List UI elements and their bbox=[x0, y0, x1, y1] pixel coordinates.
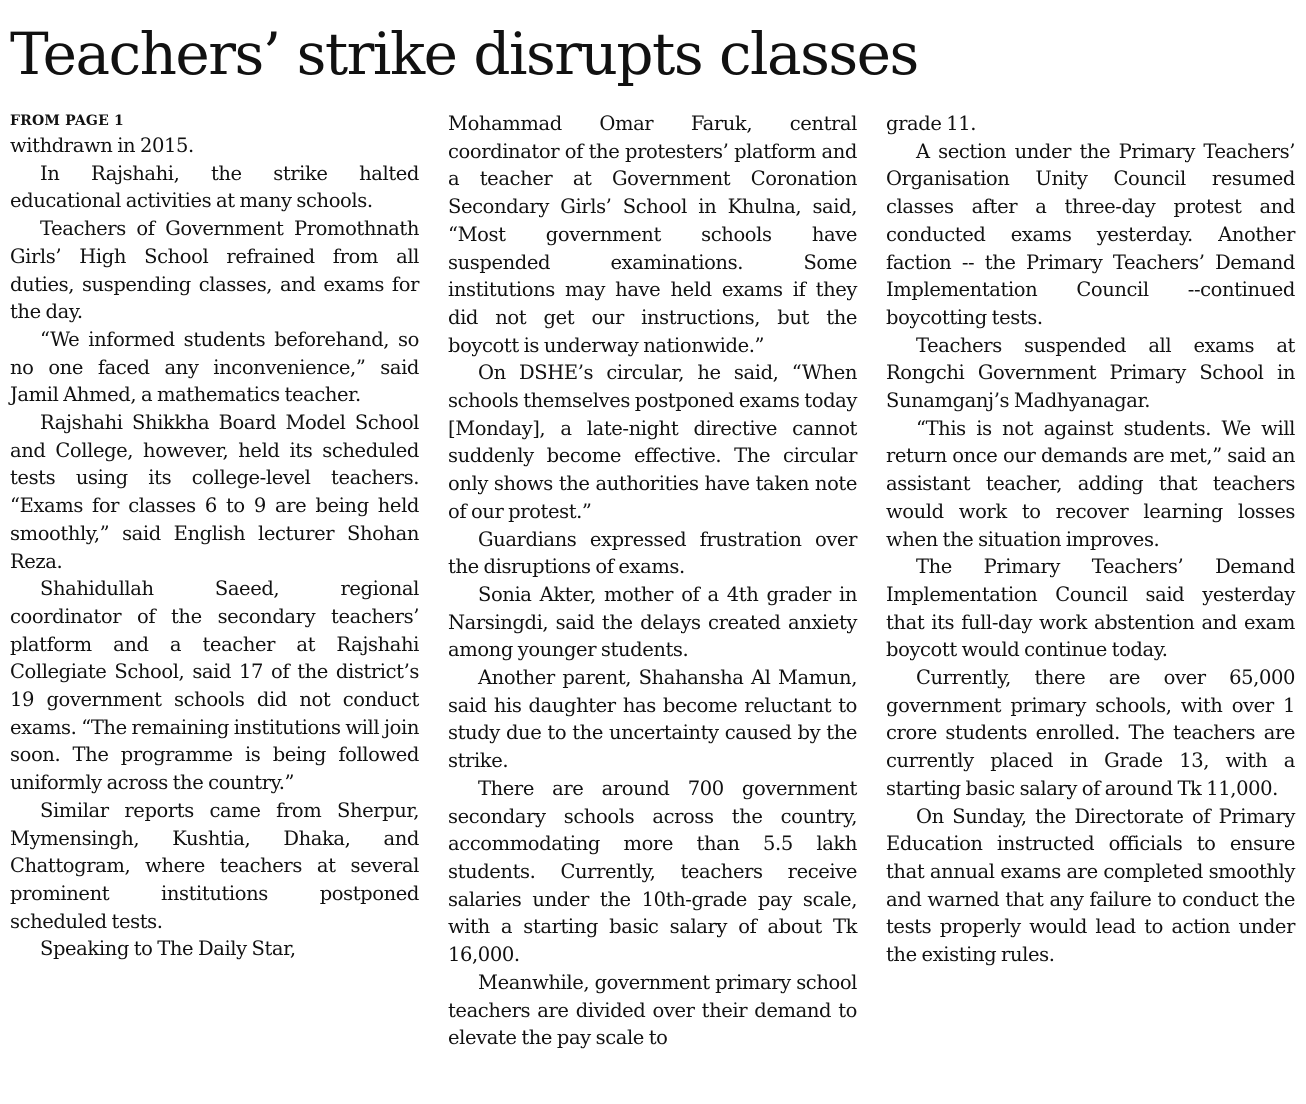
paragraph: Guardians expressed frustration over the disruptions of exams. bbox=[448, 527, 857, 579]
paragraph: Mohammad Omar Faruk, central coordinator of the protesters’ platform and a teacher at Government Coronation Secondary Girls’ School in Khulna, said, “Most government schools have suspended examinations. Some institutions may have held exams if they did not get our instructions, but the boycott is underway nationwide.” bbox=[448, 112, 857, 357]
paragraph: A section under the Primary Teachers’ Organisation Unity Council resumed classes after a three-day protest and conducted exams yesterday. Another faction -- the Primary Teachers’ Demand Implementation Council --continued boycotting tests. bbox=[886, 139, 1295, 329]
paragraph: Teachers of Government Promothnath Girls’ High School refrained from all duties, suspending classes, and exams for the day. bbox=[10, 217, 419, 324]
article-column-3 bbox=[886, 110, 1295, 969]
paragraph: Rajshahi Shikkha Board Model School and College, however, held its scheduled tests using its college-level teachers. “Exams for classes 6 to 9 are being held smoothly,” said English lecturer Shohan Reza. bbox=[10, 411, 419, 573]
paragraph: The Primary Teachers’ Demand Implementation Council said yesterday that its full-day work abstention and exam boycott would continue today. bbox=[886, 555, 1295, 662]
paragraph: “We informed students beforehand, so no one faced any inconvenience,” said Jamil Ahmed, a mathematics teacher. bbox=[10, 327, 419, 407]
paragraph: grade 11. bbox=[886, 112, 977, 135]
paragraph: withdrawn in 2015. bbox=[10, 134, 194, 157]
headline: Teachers’ strike disrupts classes bbox=[10, 20, 918, 88]
paragraph: In Rajshahi, the strike halted educational activities at many schools. bbox=[10, 161, 419, 213]
paragraph: On DSHE’s circular, he said, “When schools themselves postponed exams today [Monday], a late-night directive cannot suddenly become effective. The circular only shows the authorities have taken note of our protest.” bbox=[448, 361, 858, 523]
paragraph: “This is not against students. We will return once our demands are met,” said an assistant teacher, adding that teachers would work to recover learning losses when the situation improves. bbox=[886, 416, 1295, 551]
paragraph: Sonia Akter, mother of a 4th grader in Narsingdi, said the delays created anxiety among younger students. bbox=[448, 582, 857, 662]
article-column-1 bbox=[10, 110, 419, 963]
paragraph: Similar reports came from Sherpur, Mymensingh, Kushtia, Dhaka, and Chattogram, where teachers at several prominent institutions postponed scheduled tests. bbox=[10, 798, 419, 933]
paragraph: Meanwhile, government primary school teachers are divided over their demand to elevate the pay scale to bbox=[448, 970, 857, 1050]
paragraph: Teachers suspended all exams at Rongchi Government Primary School in Sunamganj’s Madhyanagar. bbox=[886, 333, 1295, 413]
article-column-2 bbox=[448, 110, 857, 1052]
paragraph: Speaking to The Daily Star, bbox=[40, 937, 296, 961]
paragraph: There are around 700 government secondary schools across the country, accommodating more than 5.5 lakh students. Currently, teachers receive salaries under the 10th-grade pay scale, with a starting basic salary of about Tk 16,000. bbox=[448, 776, 857, 967]
paragraph: Shahidullah Saeed, regional coordinator of the secondary teachers’ platform and a teacher at Rajshahi Collegiate School, said 17 of the district’s 19 government schools did not conduct exams. “The remaining institutions will join soon. The programme is being followed uniformly across the country.” bbox=[10, 577, 420, 795]
paragraph: On Sunday, the Directorate of Primary Education instructed officials to ensure that annual exams are completed smoothly and warned that any failure to conduct the tests properly would lead to action under the existing rules. bbox=[886, 804, 1295, 967]
paragraph: Another parent, Shahansha Al Mamun, said his daughter has become reluctant to study due to the uncertainty caused by the strike. bbox=[448, 666, 857, 773]
continuation-kicker: FROM PAGE 1 bbox=[10, 113, 124, 129]
paragraph: Currently, there are over 65,000 government primary schools, with over 1 crore students enrolled. The teachers are currently placed in Grade 13, with a starting basic salary of around Tk 11,000. bbox=[886, 666, 1295, 800]
